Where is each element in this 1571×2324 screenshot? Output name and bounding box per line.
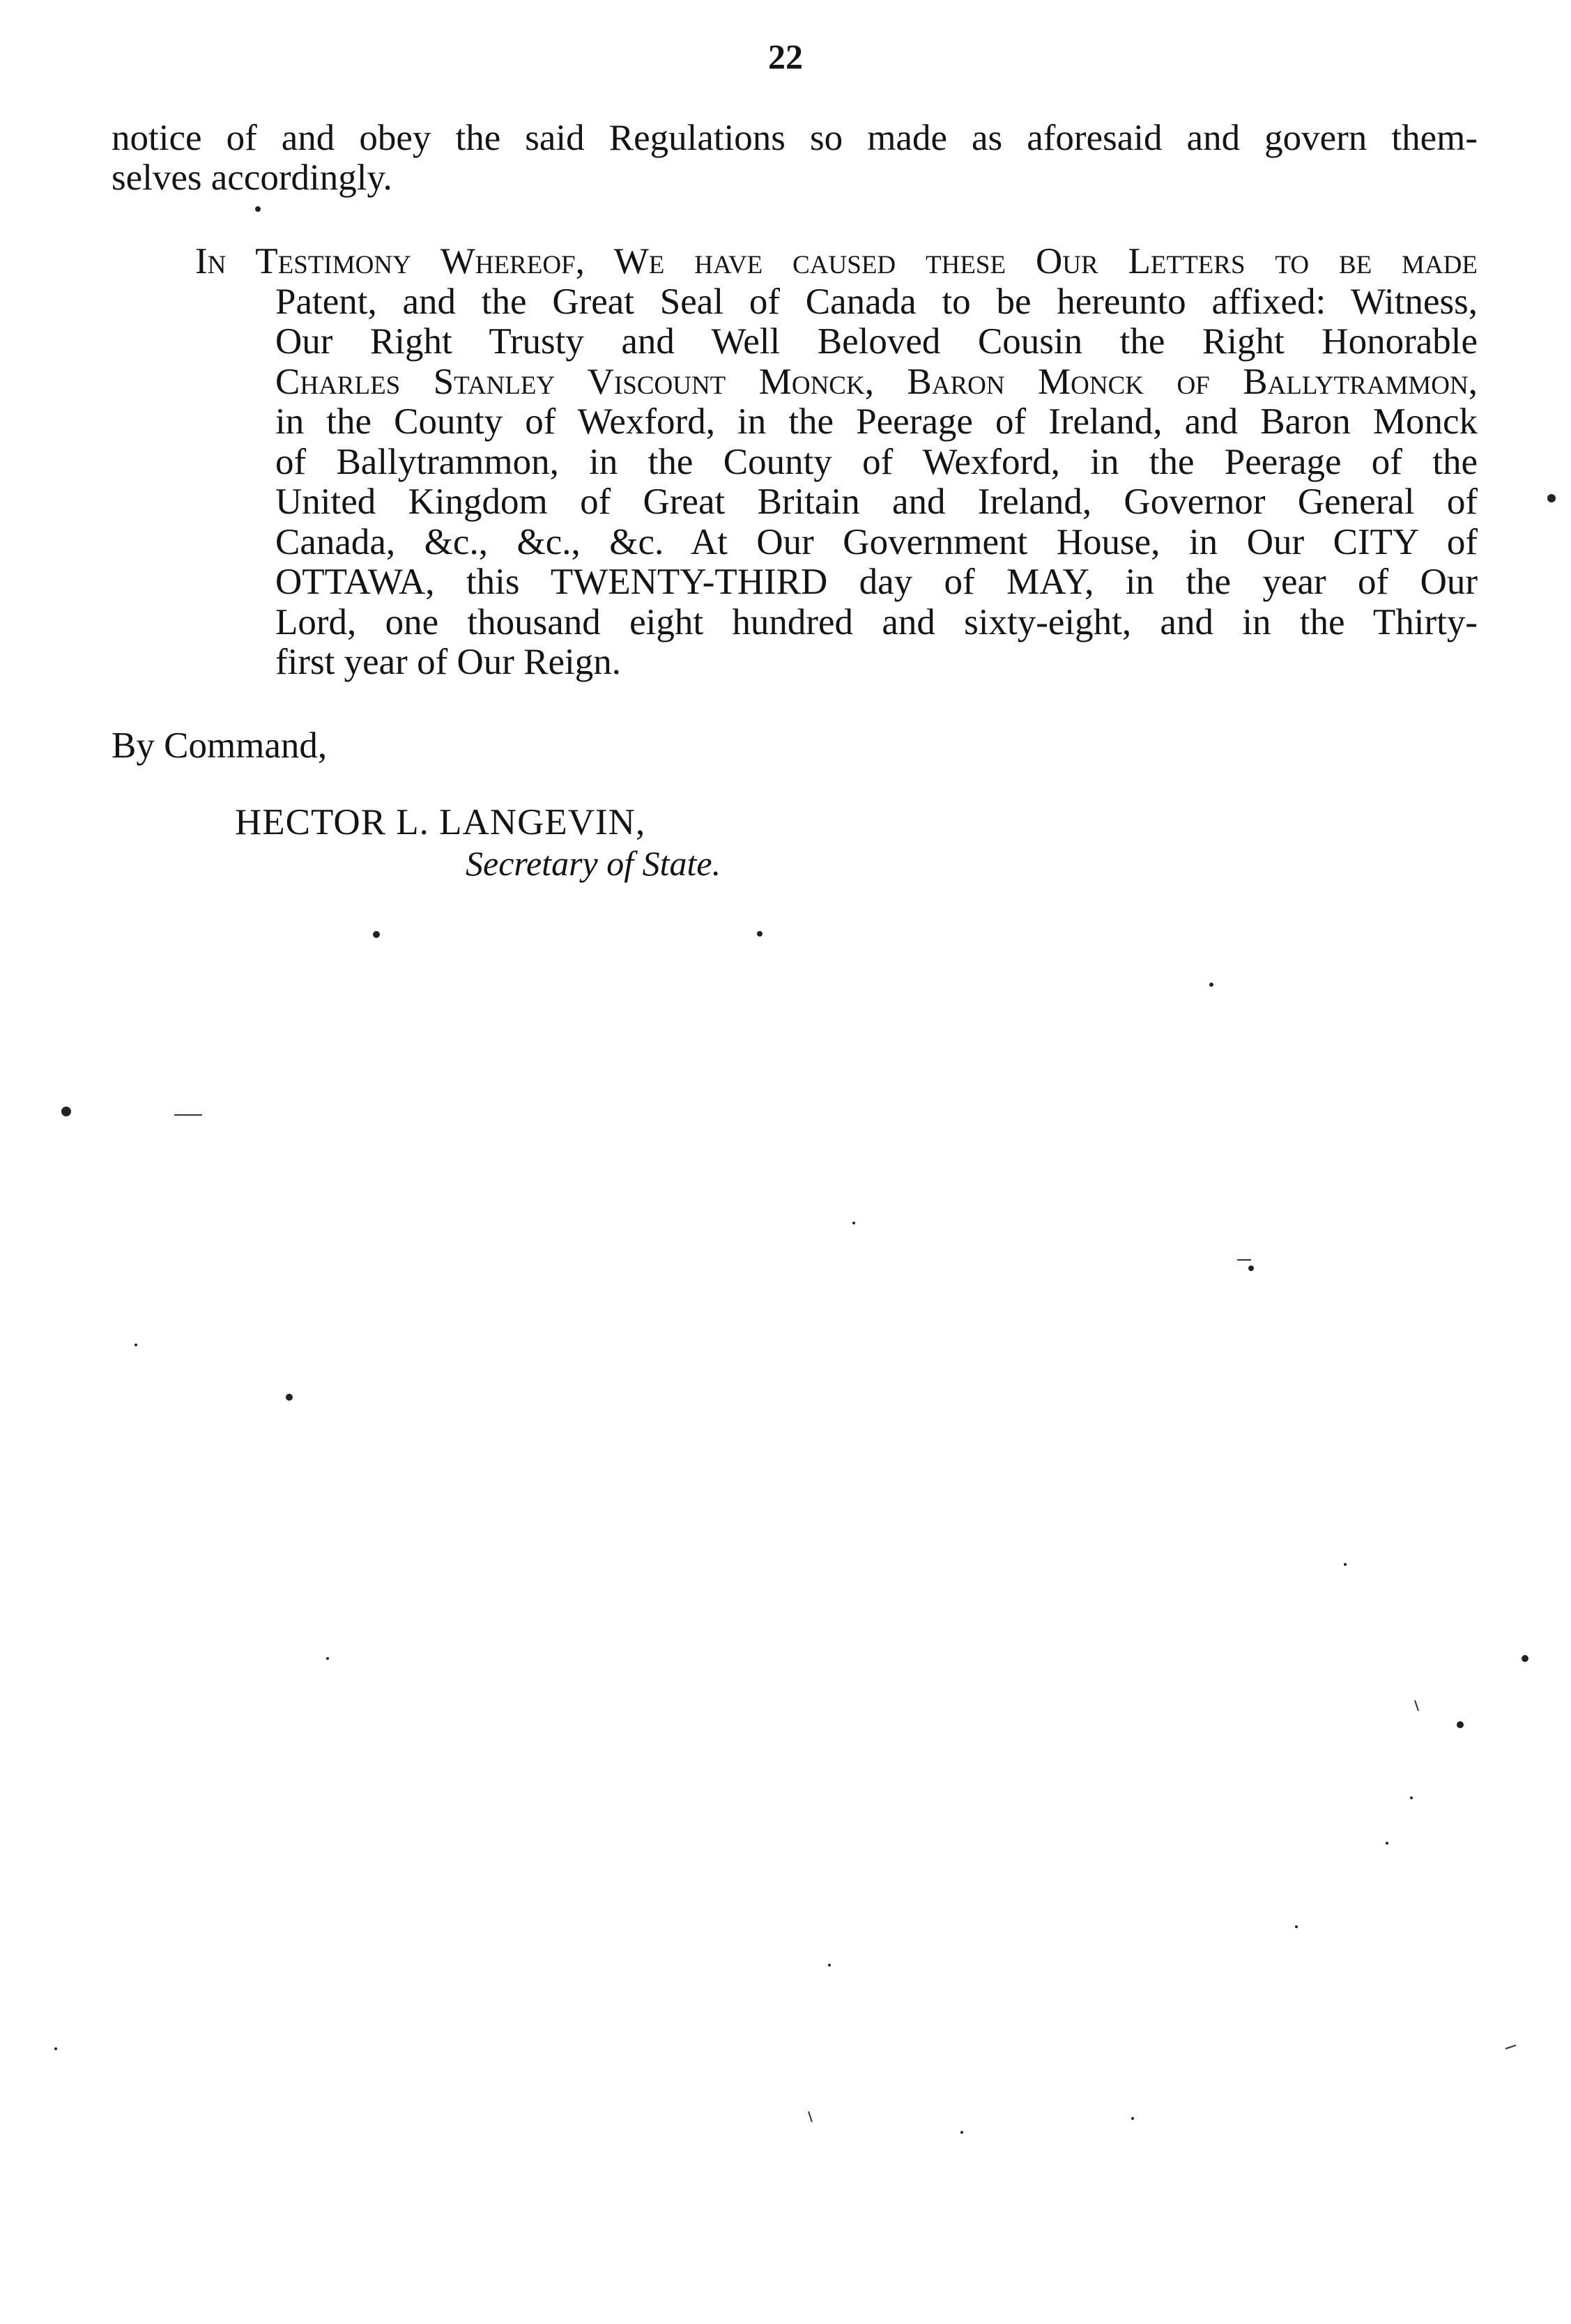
testimony-line: Lord, one thousand eight hundred and sixty-eight, and in the Thirty-: [275, 601, 1478, 642]
opening-paragraph: [112, 118, 1478, 198]
page-number: 22: [768, 37, 803, 76]
testimony-line: in the County of Wexford, in the Peerage of Ireland, and Baron Monck: [275, 401, 1478, 442]
testimony-line: of Ballytrammon, in the County of Wexford, in the Peerage of the: [275, 441, 1478, 482]
testimony-line: United Kingdom of Great Britain and Ireland, Governor General of: [275, 482, 1478, 522]
testimony-line: Patent, and the Great Seal of Canada to be hereunto affixed: Witness,: [275, 281, 1478, 322]
testimony-line: In Testimony Whereof, We have caused these Our Letters to be made: [195, 241, 1478, 282]
testimony-line: Our Right Trusty and Well Beloved Cousin the Right Honorable: [275, 321, 1478, 362]
opening-line-1: notice of and obey the said Regulations so made as aforesaid and govern them-: [112, 118, 1478, 158]
by-command: By Command,: [112, 725, 328, 766]
testimony-paragraph: [195, 242, 1478, 683]
signer-name: HECTOR L. LANGEVIN,: [235, 802, 646, 842]
signer-title: Secretary of State.: [466, 844, 721, 883]
testimony-line: Charles Stanley Viscount Monck, Baron Monck of Ballytrammon,: [275, 361, 1478, 402]
testimony-line: OTTAWA, this TWENTY-THIRD day of MAY, in the year of Our: [275, 562, 1478, 602]
testimony-line: first year of Our Reign.: [275, 642, 621, 682]
testimony-line: Canada, &c., &c., &c. At Our Government House, in Our CITY of: [275, 521, 1478, 562]
opening-line-2: selves accordingly.: [112, 157, 392, 198]
